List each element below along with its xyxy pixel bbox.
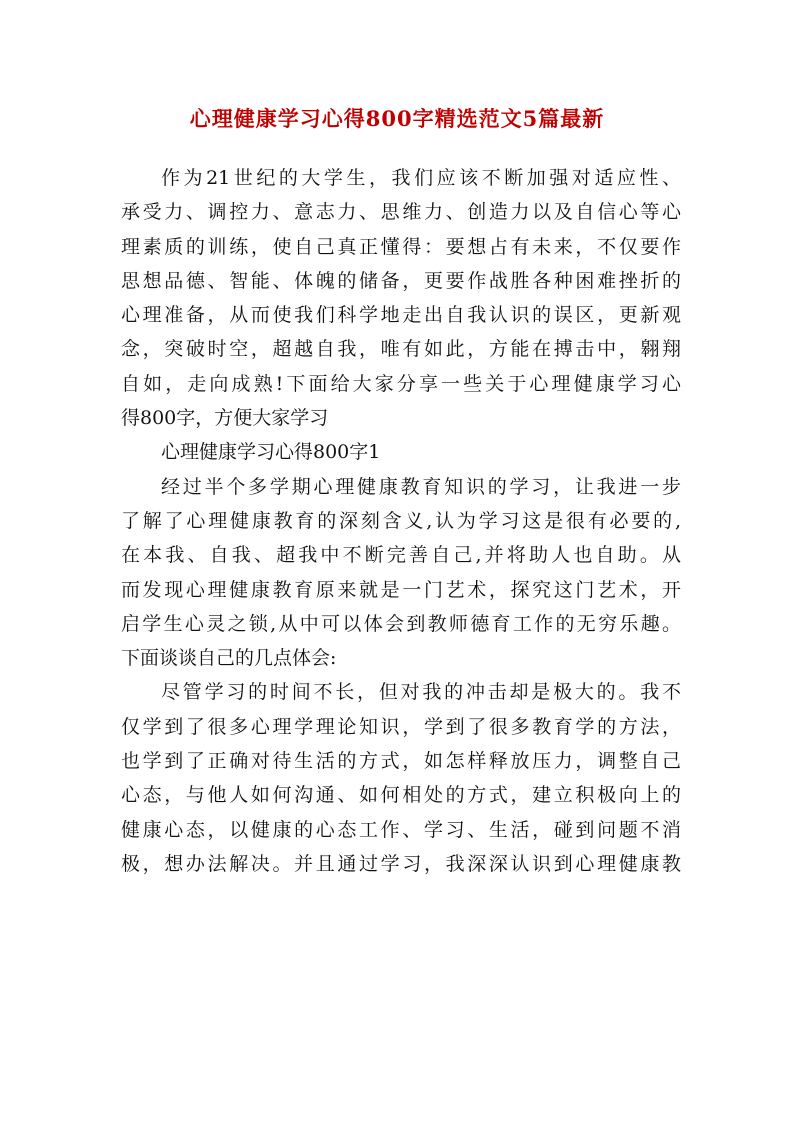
document-title: 心理健康学习心得800字精选范文5篇最新 (189, 106, 605, 131)
paragraph-line: 承受力、调控力、意志力、思维力、创造力以及自信心等心 (121, 201, 681, 224)
paragraph-line: 自如，走向成熟!下面给大家分享一些关于心理健康学习心 (121, 372, 681, 395)
paragraph-line: 也学到了正确对待生活的方式，如怎样释放压力，调整自己 (121, 750, 681, 773)
paragraph-line: 尽管学习的时间不长，但对我的冲击却是极大的。我不 (161, 681, 681, 704)
paragraph-line: 心态，与他人如何沟通、如何相处的方式，建立积极向上的 (121, 784, 681, 807)
paragraph-line: 健康心态，以健康的心态工作、学习、生活，碰到问题不消 (121, 818, 681, 841)
paragraph-line: 思想品德、智能、体魄的储备，更要作战胜各种困难挫折的 (121, 269, 681, 292)
paragraph-line: 得800字，方便大家学习 (121, 407, 329, 430)
section-heading: 心理健康学习心得800字1 (161, 441, 381, 464)
paragraph-line: 下面谈谈自己的几点体会: (121, 647, 337, 670)
paragraph-line: 而发现心理健康教育原来就是一门艺术，探究这门艺术，开 (121, 578, 681, 601)
paragraph-line: 念，突破时空，超越自我，唯有如此，方能在搏击中，翱翔 (121, 338, 681, 361)
paragraph-line: 在本我、自我、超我中不断完善自己,并将助人也自助。从 (121, 544, 681, 567)
document-body (121, 161, 681, 881)
paragraph-line: 仅学到了很多心理学理论知识，学到了很多教育学的方法， (121, 715, 681, 738)
paragraph-line: 作为21世纪的大学生，我们应该不断加强对适应性、 (161, 167, 681, 189)
paragraph-line: 经过半个多学期心理健康教育知识的学习，让我进一步 (161, 475, 681, 498)
paragraph-line: 理素质的训练，使自己真正懂得：要想占有未来，不仅要作 (121, 235, 681, 258)
paragraph-line: 心理准备，从而使我们科学地走出自我认识的误区，更新观 (121, 304, 681, 327)
paragraph-line: 了解了心理健康教育的深刻含义,认为学习这是很有必要的, (121, 509, 681, 532)
paragraph-line: 极，想办法解决。并且通过学习，我深深认识到心理健康教 (121, 852, 681, 875)
paragraph-line: 启学生心灵之锁,从中可以体会到教师德育工作的无穷乐趣。 (121, 612, 681, 635)
